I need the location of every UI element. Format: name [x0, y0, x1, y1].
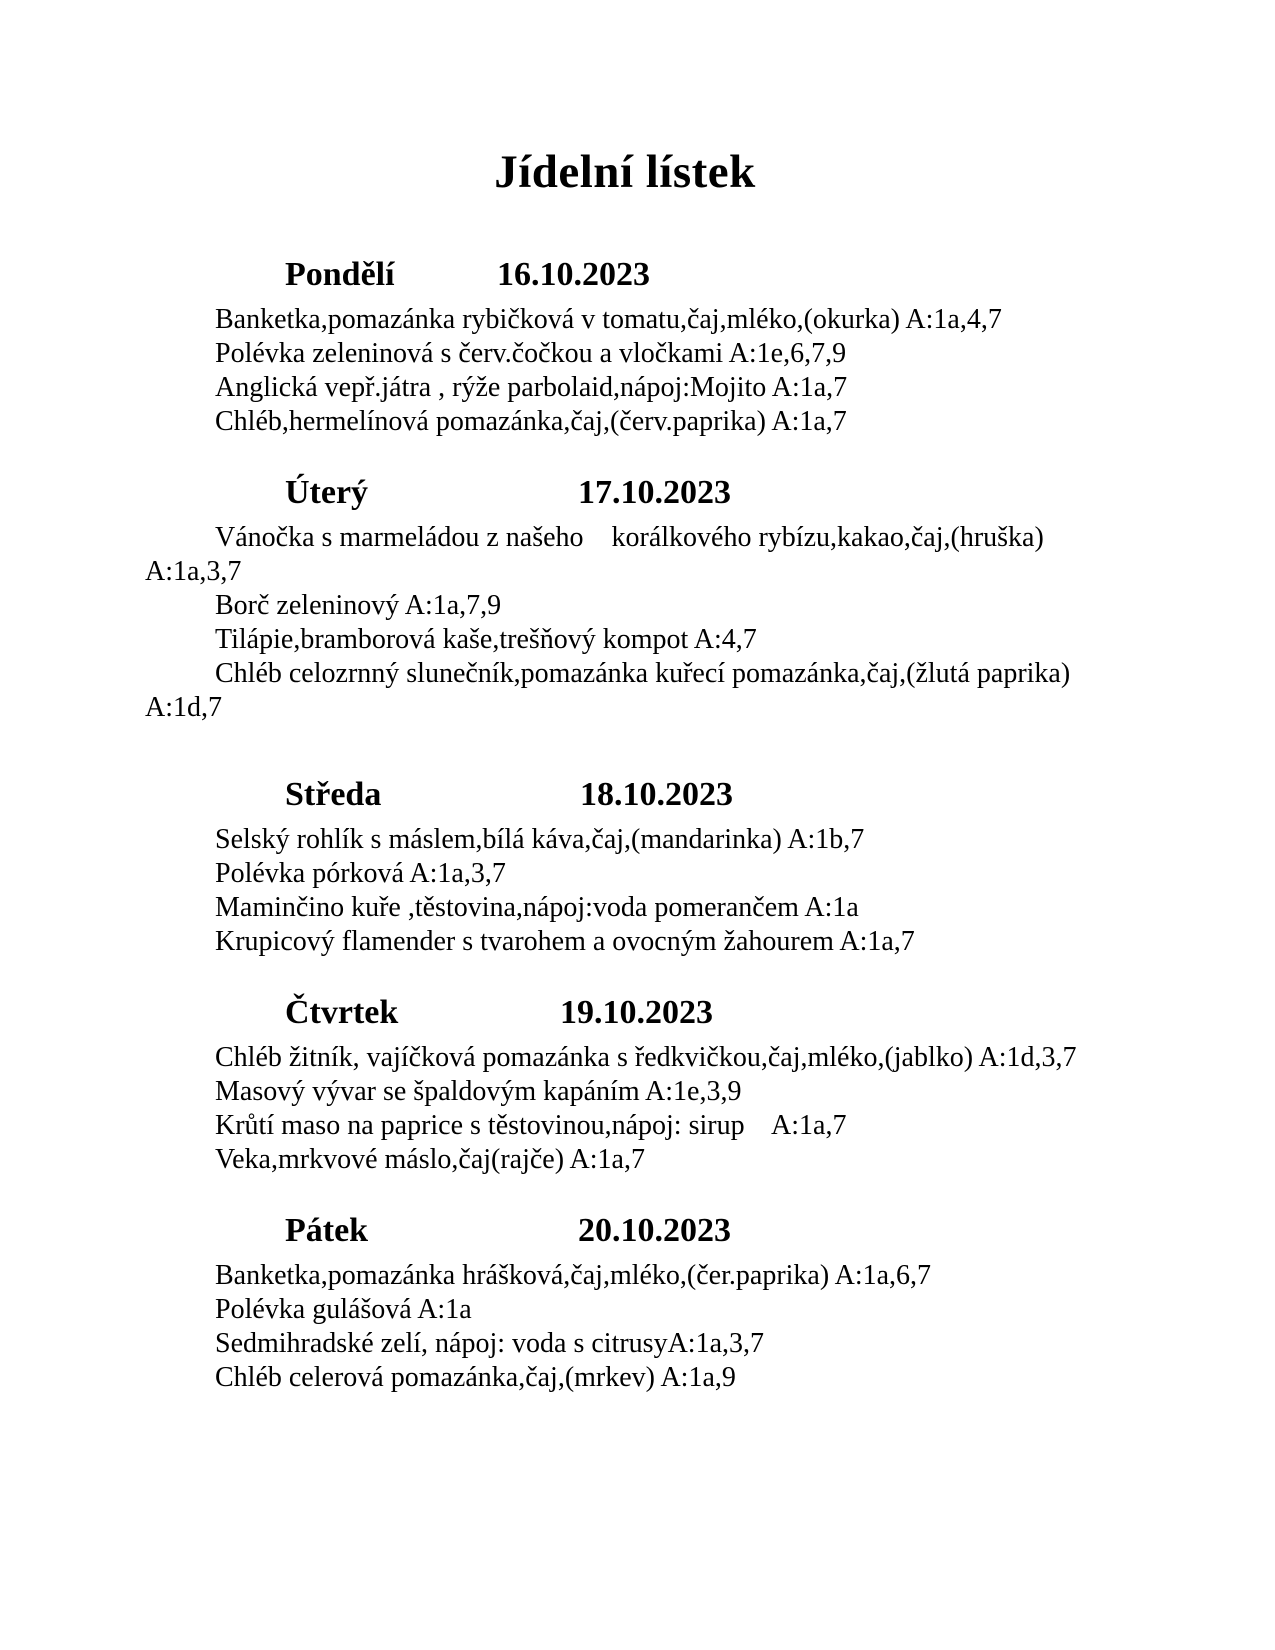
- day-date: 18.10.2023: [580, 776, 733, 814]
- menu-item-line: Masový vývar se špaldovým kapáním A:1e,3,9: [215, 1076, 742, 1108]
- day-name: Pátek: [285, 1212, 369, 1250]
- menu-item-line: Krůtí maso na paprice s těstovinou,nápoj: sirup A:1a,7: [215, 1110, 847, 1142]
- menu-item-line: Veka,mrkvové máslo,čaj(rajče) A:1a,7: [215, 1144, 645, 1176]
- menu-item-line: Banketka,pomazánka rybičková v tomatu,čaj,mléko,(okurka) A:1a,4,7: [215, 304, 1002, 336]
- day-heading: [145, 771, 1145, 819]
- menu-item-line: Selský rohlík s máslem,bílá káva,čaj,(mandarinka) A:1b,7: [215, 824, 865, 856]
- day-name: Čtvrtek: [285, 994, 399, 1032]
- menu-item-line: Anglická vepř.játra , rýže parbolaid,nápoj:Mojito A:1a,7: [215, 372, 848, 404]
- menu-item-line: Polévka pórková A:1a,3,7: [215, 858, 506, 890]
- menu-item-line: Borč zeleninový A:1a,7,9: [215, 590, 502, 622]
- menu-item-line: Tilápie,bramborová kaše,trešňový kompot A:4,7: [215, 624, 757, 656]
- day-name: Středa: [285, 776, 382, 814]
- day-section-tuesday: [145, 469, 1145, 725]
- day-heading: [145, 1207, 1145, 1255]
- page-title: Jídelní lístek: [494, 146, 756, 198]
- day-name: Úterý: [285, 474, 369, 512]
- menu-item-line: Chléb celozrnný slunečník,pomazánka kuřecí pomazánka,čaj,(žlutá paprika): [215, 658, 1071, 690]
- day-section-thursday: [145, 989, 1145, 1177]
- day-date: 17.10.2023: [578, 474, 731, 512]
- menu-item-line: Banketka,pomazánka hrášková,čaj,mléko,(čer.paprika) A:1a,6,7: [215, 1260, 932, 1292]
- menu-item-allergen-continuation: A:1d,7: [145, 692, 222, 724]
- menu-item-line: Maminčino kuře ,těstovina,nápoj:voda pomerančem A:1a: [215, 892, 859, 924]
- menu-item-line: Polévka zeleninová s červ.čočkou a vločkami A:1e,6,7,9: [215, 338, 847, 370]
- menu-item-line: Chléb celerová pomazánka,čaj,(mrkev) A:1a,9: [215, 1362, 736, 1394]
- day-section-wednesday: [145, 771, 1145, 959]
- menu-item-line: Chléb žitník, vajíčková pomazánka s ředkvičkou,čaj,mléko,(jablko) A:1d,3,7: [215, 1042, 1077, 1074]
- menu-item-line: Sedmihradské zelí, nápoj: voda s citrusyA:1a,3,7: [215, 1328, 764, 1360]
- day-date: 16.10.2023: [497, 256, 650, 294]
- day-section-monday: [145, 251, 1145, 439]
- day-date: 20.10.2023: [578, 1212, 731, 1250]
- day-section-friday: [145, 1207, 1145, 1395]
- menu-item-line: Polévka gulášová A:1a: [215, 1294, 472, 1326]
- day-heading: [145, 989, 1145, 1037]
- menu-item-line: Krupicový flamender s tvarohem a ovocným žahourem A:1a,7: [215, 926, 915, 958]
- day-name: Pondělí: [285, 256, 395, 294]
- day-heading: [145, 469, 1145, 517]
- day-date: 19.10.2023: [560, 994, 713, 1032]
- menu-item-line: Vánočka s marmeládou z našeho korálkového rybízu,kakao,čaj,(hruška): [215, 522, 1044, 554]
- menu-item-allergen-continuation: A:1a,3,7: [145, 556, 242, 588]
- menu-item-line: Chléb,hermelínová pomazánka,čaj,(červ.paprika) A:1a,7: [215, 406, 847, 438]
- day-heading: [145, 251, 1145, 299]
